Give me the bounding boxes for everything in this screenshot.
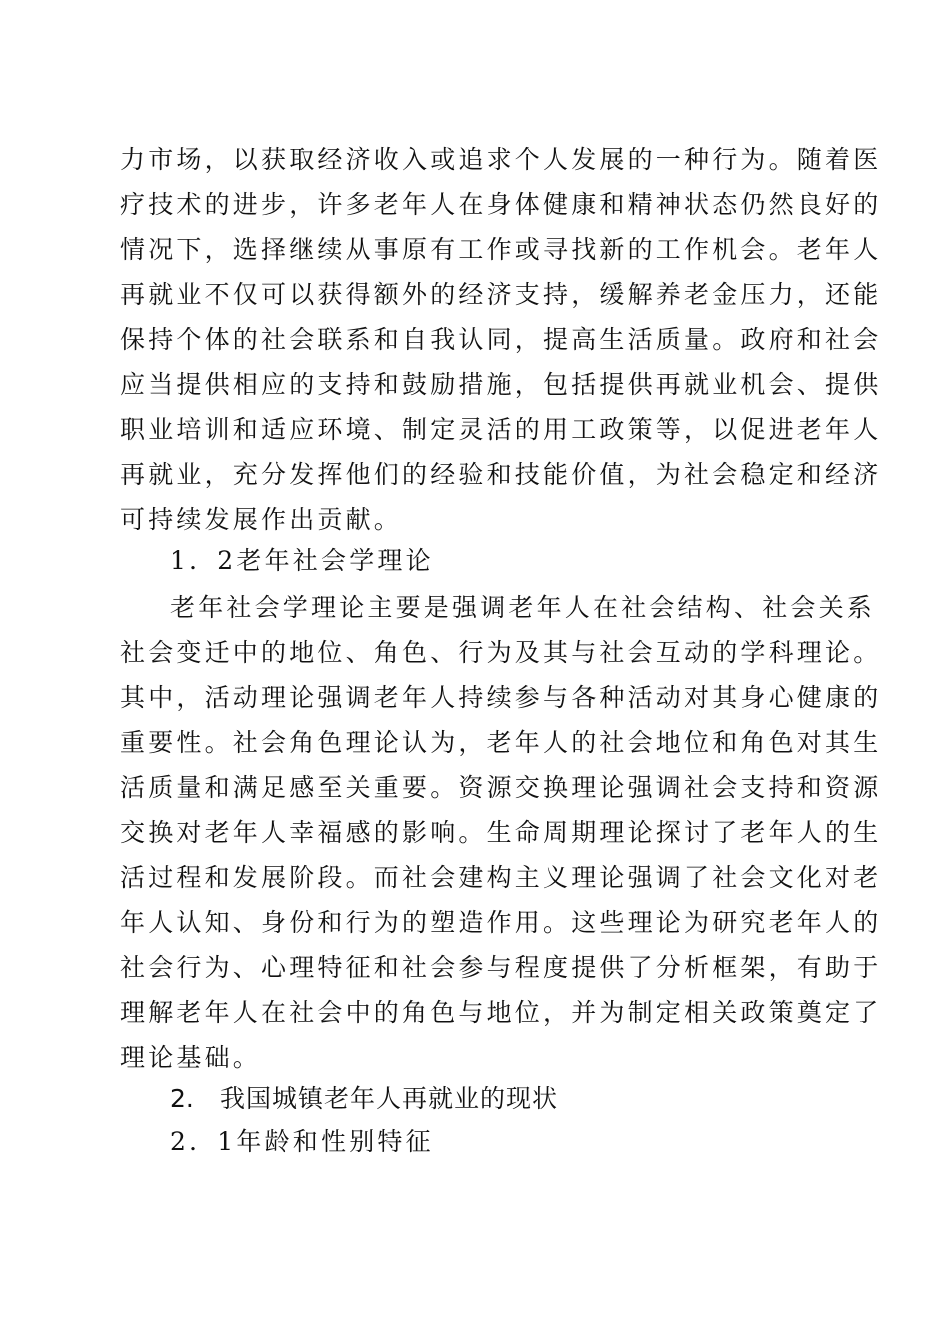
paragraph-line: 再就业，充分发挥他们的经验和技能价值，为社会稳定和经济 (120, 460, 882, 489)
paragraph-line: 社会行为、心理特征和社会参与程度提供了分析框架，有助于 (120, 953, 882, 982)
paragraph-line: 活质量和满足感至关重要。资源交换理论强调社会支持和资源 (120, 773, 882, 802)
paragraph-line: 职业培训和适应环境、制定灵活的用工政策等，以促进老年人 (120, 415, 882, 444)
paragraph-line: 年人认知、身份和行为的塑造作用。这些理论为研究老年人的 (120, 908, 882, 937)
section-heading-1-2: 1．2老年社会学理论 (170, 546, 434, 575)
paragraph-line: 情况下，选择继续从事原有工作或寻找新的工作机会。老年人 (120, 235, 882, 264)
paragraph-first-line: 老年社会学理论主要是强调老年人在社会结构、社会关系 (170, 593, 876, 622)
paragraph-line: 其中，活动理论强调老年人持续参与各种活动对其身心健康的 (120, 683, 882, 712)
paragraph-line-last: 可持续发展作出贡献。 (120, 505, 403, 534)
paragraph-line: 应当提供相应的支持和鼓励措施，包括提供再就业机会、提供 (120, 370, 882, 399)
paragraph-line-last: 理论基础。 (120, 1043, 262, 1072)
section-heading-2-1: 2．1年龄和性别特征 (170, 1127, 434, 1156)
paragraph-line: 疗技术的进步，许多老年人在身体健康和精神状态仍然良好的 (120, 190, 882, 219)
section-number: 2. (170, 1084, 194, 1113)
paragraph-line: 活过程和发展阶段。而社会建构主义理论强调了社会文化对老 (120, 863, 882, 892)
paragraph-line: 社会变迁中的地位、角色、行为及其与社会互动的学科理论。 (120, 638, 882, 667)
section-title: 我国城镇老年人再就业的现状 (220, 1084, 559, 1113)
section-heading-2 (170, 1077, 558, 1121)
paragraph-line: 重要性。社会角色理论认为，老年人的社会地位和角色对其生 (120, 728, 882, 757)
paragraph-line: 理解老年人在社会中的角色与地位，并为制定相关政策奠定了 (120, 998, 882, 1027)
paragraph-line: 交换对老年人幸福感的影响。生命周期理论探讨了老年人的生 (120, 818, 882, 847)
paragraph-line: 力市场，以获取经济收入或追求个人发展的一种行为。随着医 (120, 145, 882, 174)
paragraph-line: 再就业不仅可以获得额外的经济支持，缓解养老金压力，还能 (120, 280, 882, 309)
paragraph-line: 保持个体的社会联系和自我认同，提高生活质量。政府和社会 (120, 325, 882, 354)
